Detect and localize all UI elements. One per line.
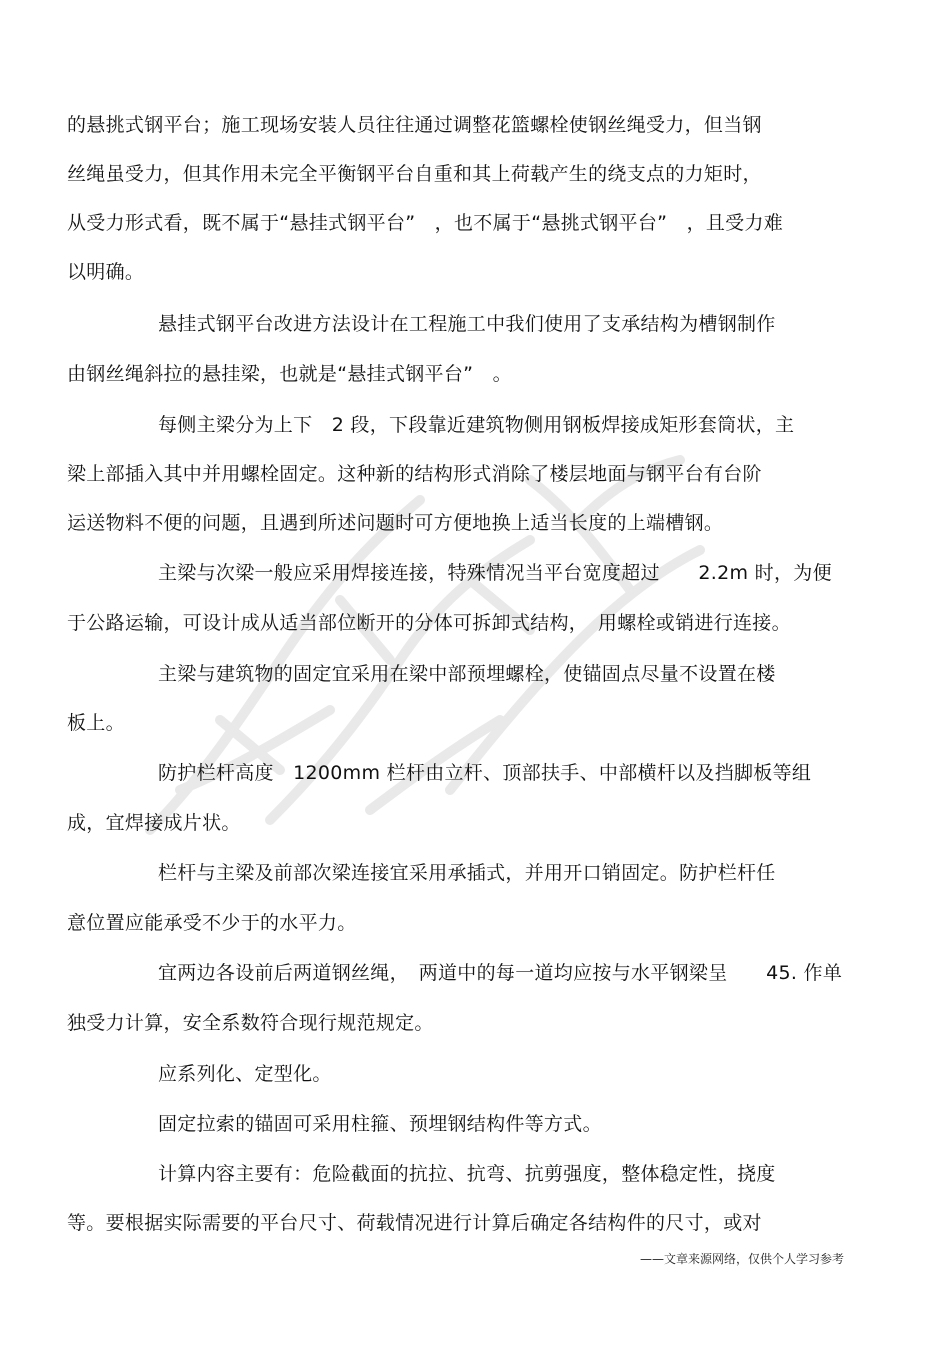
text-line-9: 运送物料不便的问题，且遇到所述问题时可方便地换上适当长度的上端槽钢。	[67, 512, 724, 534]
text-line-12: 主梁与建筑物的固定宜采用在梁中部预埋螺栓，使锚固点尽量不设置在楼	[158, 663, 776, 685]
text-line-11: 于公路运输，可设计成从适当部位断开的分体可拆卸式结构， 用螺栓或销进行连接。	[67, 612, 791, 634]
text-line-13: 板上。	[67, 712, 125, 734]
text-line-19: 独受力计算，安全系数符合现行规范规定。	[67, 1012, 434, 1034]
text-line-6: 由钢丝绳斜拉的悬挂梁，也就是“悬挂式钢平台” 。	[67, 363, 512, 385]
text-line-2: 丝绳虽受力，但其作用未完全平衡钢平台自重和其上荷载产生的绕支点的力矩时，	[67, 163, 762, 185]
text-line-7: 每侧主梁分为上下 2 段，下段靠近建筑物侧用钢板焊接成矩形套筒状，主	[158, 414, 795, 436]
text-line-14: 防护栏杆高度 1200mm 栏杆由立杆、顶部扶手、中部横杆以及挡脚板等组	[158, 762, 812, 784]
text-line-4: 以明确。	[67, 261, 145, 283]
text-line-16: 栏杆与主梁及前部次梁连接宜采用承插式，并用开口销固定。防护栏杆任	[158, 862, 776, 884]
text-line-5: 悬挂式钢平台改进方法设计在工程施工中我们使用了支承结构为槽钢制作	[158, 313, 776, 335]
text-line-23: 等。要根据实际需要的平台尺寸、荷载情况进行计算后确定各结构件的尺寸，或对	[67, 1212, 762, 1234]
source-note: ——文章来源网络，仅供个人学习参考	[640, 1252, 845, 1266]
text-line-21: 固定拉索的锚固可采用柱箍、预埋钢结构件等方式。	[158, 1113, 602, 1135]
text-line-15: 成，宜焊接成片状。	[67, 812, 241, 834]
text-line-3: 从受力形式看，既不属于“悬挂式钢平台” ，也不属于“悬挑式钢平台” ，且受力难	[67, 212, 784, 234]
text-line-20: 应系列化、定型化。	[158, 1063, 332, 1085]
text-line-8: 梁上部插入其中并用螺栓固定。这种新的结构形式消除了楼层地面与钢平台有台阶	[67, 463, 762, 485]
text-line-17: 意位置应能承受不少于的水平力。	[67, 912, 357, 934]
text-line-1: 的悬挑式钢平台；施工现场安装人员往往通过调整花篮螺栓使钢丝绳受力，但当钢	[67, 114, 762, 136]
text-line-10: 主梁与次梁一般应采用焊接连接，特殊情况当平台宽度超过 2.2m 时，为便	[158, 562, 832, 584]
text-line-22: 计算内容主要有：危险截面的抗拉、抗弯、抗剪强度，整体稳定性，挠度	[158, 1163, 776, 1185]
text-line-18: 宜两边各设前后两道钢丝绳， 两道中的每一道均应按与水平钢梁呈 45. 作单	[158, 962, 843, 984]
